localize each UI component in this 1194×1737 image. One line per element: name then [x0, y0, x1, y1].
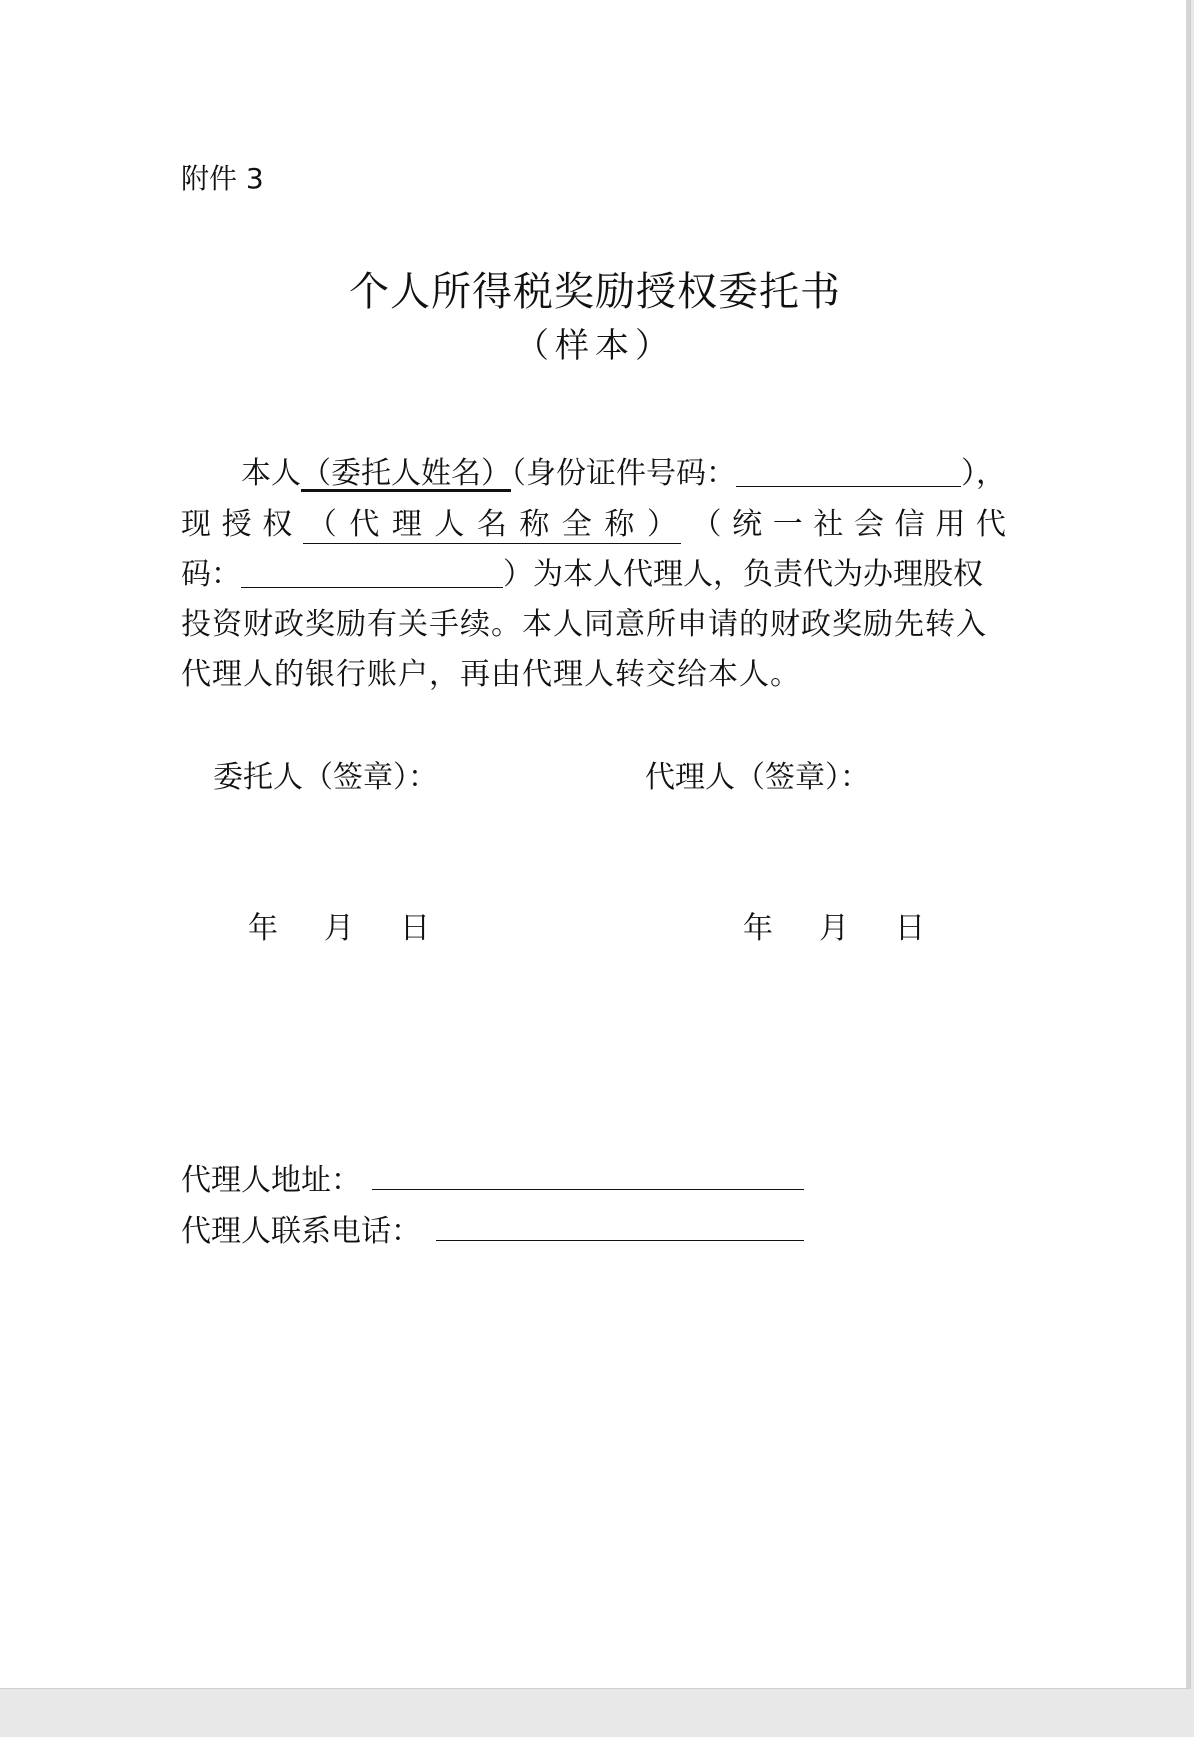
- line3-text: ）为本人代理人，负责代为办理股权: [503, 557, 983, 592]
- agent-phone-label: 代理人联系电话：: [181, 1214, 421, 1249]
- agent-address-field[interactable]: [372, 1189, 804, 1190]
- day-label: 日: [400, 911, 430, 946]
- agent-fullname-placeholder: [303, 499, 681, 544]
- body-line-3: [181, 549, 983, 593]
- principal-prefix: 本人: [241, 456, 301, 491]
- agent-char: 称: [519, 507, 550, 542]
- agent-char: 人: [434, 507, 465, 542]
- agent-char: 代: [349, 507, 380, 542]
- authorize-char-3: 权: [262, 507, 293, 542]
- code-label: 码：: [181, 557, 241, 592]
- agent-char: （: [306, 507, 337, 542]
- agent-char: ）: [646, 507, 677, 542]
- agent-signature-label: 代理人（签章）：: [645, 760, 870, 795]
- document-subtitle: （样本）: [515, 326, 675, 366]
- month-label: 月: [819, 911, 849, 946]
- credit-code-char: 统: [732, 507, 763, 542]
- credit-code-char: 社: [813, 507, 844, 542]
- principal-signature-label: 委托人（签章）：: [213, 760, 438, 795]
- vertical-scrollbar[interactable]: [1186, 0, 1190, 1688]
- credit-code-char: 用: [935, 507, 966, 542]
- body-line-5: 代理人的银行账户，再由代理人转交给本人。: [181, 657, 801, 692]
- year-label: 年: [743, 911, 773, 946]
- document-title: 个人所得税奖励授权委托书: [349, 269, 841, 315]
- authorize-char-2: 授: [221, 507, 252, 542]
- credit-code-blank[interactable]: [241, 557, 503, 588]
- credit-code-char: （: [691, 507, 722, 542]
- id-number-blank[interactable]: [736, 456, 961, 487]
- attachment-label: 附件 3: [181, 162, 264, 195]
- credit-code-char: 一: [772, 507, 803, 542]
- year-label: 年: [248, 911, 278, 946]
- principal-date: [248, 903, 430, 947]
- month-label: 月: [324, 911, 354, 946]
- day-label: 日: [895, 911, 925, 946]
- id-number-label: （身份证件号码：: [511, 456, 736, 491]
- credit-code-char: 信: [894, 507, 925, 542]
- body-line-1: [241, 448, 1006, 492]
- credit-code-char: 代: [975, 507, 1006, 542]
- authorize-char-1: 现: [181, 507, 211, 542]
- agent-char: 理: [391, 507, 422, 542]
- credit-code-char: 会: [854, 507, 884, 542]
- agent-char: 称: [604, 507, 635, 542]
- principal-name-placeholder: （委托人姓名）: [301, 456, 511, 491]
- agent-phone-field[interactable]: [436, 1240, 804, 1241]
- line1-close: ），: [961, 456, 1006, 491]
- agent-char: 名: [476, 507, 507, 542]
- agent-char: 全: [561, 507, 592, 542]
- body-line-2: [181, 499, 1006, 544]
- agent-date: [743, 903, 925, 947]
- body-line-4: 投资财政奖励有关手续。本人同意所申请的财政奖励先转入: [181, 607, 987, 642]
- agent-address-label: 代理人地址：: [181, 1163, 361, 1198]
